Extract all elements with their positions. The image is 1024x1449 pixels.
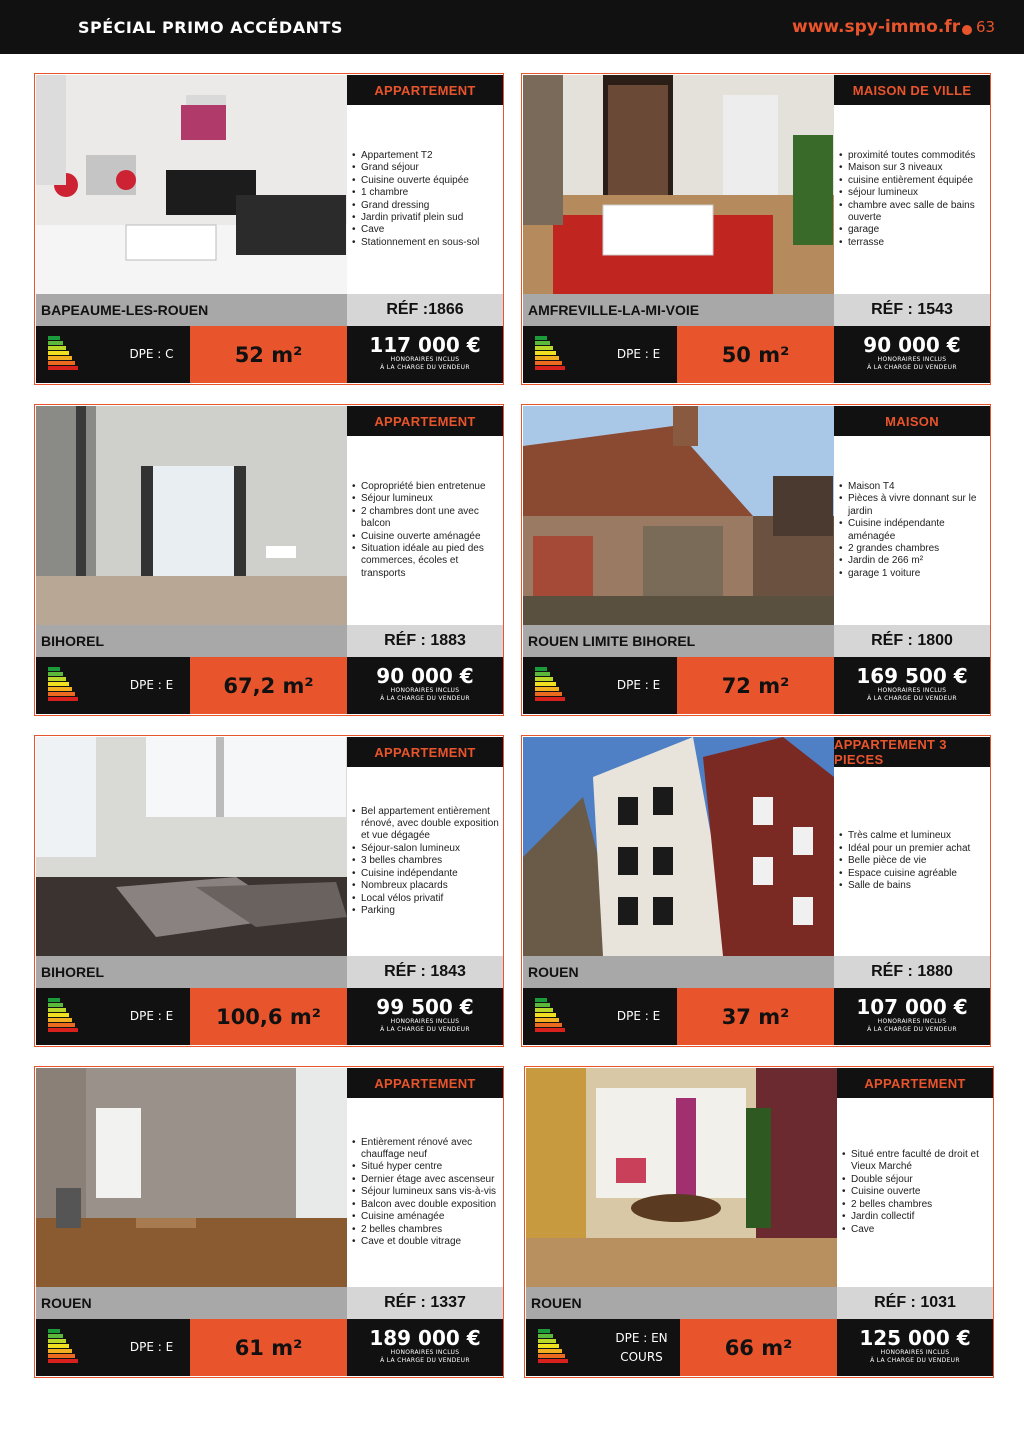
dpe-rating: DPE : E: [600, 657, 677, 714]
feature-item: • chambre avec salle de bains ouverte: [848, 200, 986, 225]
feature-item: • Cuisine indépendante: [361, 868, 499, 880]
listing-card[interactable]: [34, 73, 504, 385]
surface-area: 52 m²: [190, 326, 347, 383]
page-marker-dot: [962, 25, 972, 35]
feature-list: [834, 436, 990, 625]
property-type: APPARTEMENT: [347, 406, 503, 436]
location-bar: [36, 625, 347, 657]
price-box: [347, 326, 503, 383]
dpe-energy-label-icon: [48, 336, 82, 370]
feature-item: • Entièrement rénové avec chauffage neuf: [361, 1137, 499, 1162]
location: ROUEN LIMITE BIHOREL: [528, 633, 696, 649]
feature-item: • Cuisine ouverte équipée: [361, 175, 479, 187]
dpe-rating: DPE : EN COURS: [603, 1319, 680, 1376]
reference: RÉF : 1800: [834, 625, 990, 657]
fees-payer-note: À LA CHARGE DU VENDEUR: [380, 695, 470, 702]
feature-item: • Séjour lumineux: [361, 493, 499, 505]
dpe-icon-box: [36, 1319, 113, 1376]
feature-item: • Séjour lumineux sans vis-à-vis: [361, 1186, 499, 1198]
location: ROUEN: [528, 964, 579, 980]
property-type: MAISON: [834, 406, 990, 436]
living-room-photo[interactable]: [523, 75, 834, 294]
fees-payer-note: À LA CHARGE DU VENDEUR: [380, 364, 470, 371]
location-bar: [36, 956, 347, 988]
section-title: SPÉCIAL PRIMO ACCÉDANTS: [78, 18, 343, 37]
feature-item: • Appartement T2: [361, 150, 479, 162]
dpe-energy-label-icon: [535, 336, 569, 370]
feature-item: • Cave: [361, 224, 479, 236]
feature-item: • Stationnement en sous-sol: [361, 237, 479, 249]
feature-item: • Jardin collectif: [851, 1211, 989, 1223]
fees-included-note: HONORAIRES INCLUS: [880, 1349, 950, 1356]
feature-item: • Cave et double vitrage: [361, 1236, 499, 1248]
feature-item: • Cuisine ouverte aménagée: [361, 531, 499, 543]
surface-area: 67,2 m²: [190, 657, 347, 714]
dpe-energy-label-icon: [48, 998, 82, 1032]
fees-payer-note: À LA CHARGE DU VENDEUR: [380, 1026, 470, 1033]
fees-included-note: HONORAIRES INCLUS: [877, 356, 947, 363]
living-room-photo[interactable]: [36, 75, 347, 294]
location: AMFREVILLE-LA-MI-VOIE: [528, 302, 700, 318]
fees-included-note: HONORAIRES INCLUS: [877, 1018, 947, 1025]
dpe-rating: DPE : E: [113, 657, 190, 714]
price-box: [347, 1319, 503, 1376]
location-bar: [523, 625, 834, 657]
feature-item: • Espace cuisine agréable: [848, 868, 970, 880]
reference: RÉF : 1883: [347, 625, 503, 657]
property-type: APPARTEMENT: [347, 75, 503, 105]
listing-card[interactable]: [34, 1066, 504, 1378]
dpe-icon-box: [36, 988, 113, 1045]
feature-item: • Maison sur 3 niveaux: [848, 162, 986, 174]
feature-list: [347, 767, 503, 956]
feature-item: • Dernier étage avec ascenseur: [361, 1174, 499, 1186]
property-type: APPARTEMENT: [347, 1068, 503, 1098]
price-box: [347, 657, 503, 714]
feature-item: • Salle de bains: [848, 880, 970, 892]
feature-item: • garage 1 voiture: [848, 568, 986, 580]
dpe-energy-label-icon: [535, 998, 569, 1032]
feature-item: • Idéal pour un premier achat: [848, 843, 970, 855]
feature-item: • Cuisine indépendante aménagée: [848, 518, 986, 543]
listing-card[interactable]: [34, 735, 504, 1047]
half-timbered-facades-photo[interactable]: [523, 737, 834, 956]
location: ROUEN: [41, 1295, 92, 1311]
dpe-rating: DPE : C: [113, 326, 190, 383]
property-type: APPARTEMENT 3 PIECES: [834, 737, 990, 767]
feature-list: [834, 767, 990, 956]
feature-item: • Séjour-salon lumineux: [361, 843, 499, 855]
dpe-energy-label-icon: [48, 667, 82, 701]
feature-list: [347, 105, 503, 294]
feature-list: [834, 105, 990, 294]
surface-area: 61 m²: [190, 1319, 347, 1376]
feature-item: • Pièces à vivre donnant sur le jardin: [848, 493, 986, 518]
feature-list: [347, 436, 503, 625]
surface-area: 66 m²: [680, 1319, 837, 1376]
feature-item: • 2 belles chambres: [851, 1199, 989, 1211]
feature-item: • séjour lumineux: [848, 187, 986, 199]
feature-item: • Jardin privatif plein sud: [361, 212, 479, 224]
fees-payer-note: À LA CHARGE DU VENDEUR: [867, 1026, 957, 1033]
feature-item: • Grand séjour: [361, 162, 479, 174]
dpe-icon-box: [523, 326, 600, 383]
reference: RÉF : 1880: [834, 956, 990, 988]
feature-item: • 1 chambre: [361, 187, 479, 199]
feature-item: • Situé entre faculté de droit et Vieux Marché: [851, 1149, 989, 1174]
feature-item: • Situé hyper centre: [361, 1161, 499, 1173]
location: BAPEAUME-LES-ROUEN: [41, 302, 209, 318]
price: 107 000 €: [856, 995, 968, 1019]
price-box: [834, 657, 990, 714]
location-bar: [36, 1287, 347, 1319]
listing-card[interactable]: [521, 735, 991, 1047]
price-box: [834, 326, 990, 383]
feature-item: • Belle pièce de vie: [848, 855, 970, 867]
dpe-icon-box: [36, 326, 113, 383]
feature-item: • Parking: [361, 905, 499, 917]
listing-card[interactable]: [521, 73, 991, 385]
price: 90 000 €: [863, 333, 961, 357]
fees-payer-note: À LA CHARGE DU VENDEUR: [380, 1357, 470, 1364]
feature-item: • Nombreux placards: [361, 880, 499, 892]
feature-item: • Situation idéale au pied des commerces, écoles et transports: [361, 543, 499, 580]
dpe-energy-label-icon: [538, 1329, 572, 1363]
reference: RÉF : 1031: [837, 1287, 993, 1319]
dpe-rating: DPE : E: [113, 988, 190, 1045]
price-box: [347, 988, 503, 1045]
listing-card[interactable]: [521, 404, 991, 716]
fees-included-note: HONORAIRES INCLUS: [390, 1349, 460, 1356]
location: ROUEN: [531, 1295, 582, 1311]
empty-room-photo[interactable]: [36, 1068, 347, 1287]
property-type: APPARTEMENT: [347, 737, 503, 767]
price: 99 500 €: [376, 995, 474, 1019]
feature-item: • Balcon avec double exposition: [361, 1199, 499, 1211]
location-bar: [523, 294, 834, 326]
brick-house-photo[interactable]: [523, 406, 834, 625]
dpe-icon-box: [36, 657, 113, 714]
feature-item: • Cave: [851, 1224, 989, 1236]
feature-item: • Double séjour: [851, 1174, 989, 1186]
feature-item: • 2 belles chambres: [361, 1224, 499, 1236]
location: BIHOREL: [41, 633, 104, 649]
listing-card[interactable]: [34, 404, 504, 716]
feature-item: • cuisine entièrement équipée: [848, 175, 986, 187]
location-bar: [526, 1287, 837, 1319]
price-box: [837, 1319, 993, 1376]
price: 125 000 €: [859, 1326, 971, 1350]
dpe-rating: DPE : E: [113, 1319, 190, 1376]
feature-item: • Cuisine aménagée: [361, 1211, 499, 1223]
empty-living-room-photo[interactable]: [36, 406, 347, 625]
dpe-rating: DPE : E: [600, 988, 677, 1045]
feature-item: • Jardin de 266 m²: [848, 555, 986, 567]
dpe-rating: DPE : E: [600, 326, 677, 383]
fees-included-note: HONORAIRES INCLUS: [877, 687, 947, 694]
fees-payer-note: À LA CHARGE DU VENDEUR: [867, 364, 957, 371]
dpe-energy-label-icon: [535, 667, 569, 701]
feature-item: • terrasse: [848, 237, 986, 249]
surface-area: 37 m²: [677, 988, 834, 1045]
dpe-icon-box: [523, 988, 600, 1045]
surface-area: 100,6 m²: [190, 988, 347, 1045]
feature-item: • Cuisine ouverte: [851, 1186, 989, 1198]
location-bar: [36, 294, 347, 326]
feature-item: • garage: [848, 224, 986, 236]
price: 169 500 €: [856, 664, 968, 688]
feature-item: • 2 grandes chambres: [848, 543, 986, 555]
feature-item: • Bel appartement entièrement rénové, avec double exposition et vue dégagée: [361, 806, 499, 843]
price: 117 000 €: [369, 333, 481, 357]
feature-list: [347, 1098, 503, 1287]
location-bar: [523, 956, 834, 988]
feature-item: • Maison T4: [848, 481, 986, 493]
fees-payer-note: À LA CHARGE DU VENDEUR: [867, 695, 957, 702]
dpe-energy-label-icon: [48, 1329, 82, 1363]
site-url[interactable]: www.spy-immo.fr: [792, 17, 961, 37]
feature-list: [837, 1098, 993, 1287]
property-type: MAISON DE VILLE: [834, 75, 990, 105]
surface-area: 72 m²: [677, 657, 834, 714]
property-type: APPARTEMENT: [837, 1068, 993, 1098]
feature-item: • 3 belles chambres: [361, 855, 499, 867]
location: BIHOREL: [41, 964, 104, 980]
fees-payer-note: À LA CHARGE DU VENDEUR: [870, 1357, 960, 1364]
fees-included-note: HONORAIRES INCLUS: [390, 1018, 460, 1025]
feature-item: • Très calme et lumineux: [848, 830, 970, 842]
page-header: [0, 0, 1024, 54]
page-number: 63: [976, 18, 996, 36]
reference: RÉF :1866: [347, 294, 503, 326]
feature-item: • Local vélos privatif: [361, 893, 499, 905]
reference: RÉF : 1843: [347, 956, 503, 988]
reference: RÉF : 1543: [834, 294, 990, 326]
price-box: [834, 988, 990, 1045]
feature-item: • proximité toutes commodités: [848, 150, 986, 162]
fees-included-note: HONORAIRES INCLUS: [390, 687, 460, 694]
empty-room-photo[interactable]: [36, 737, 347, 956]
feature-item: • Grand dressing: [361, 200, 479, 212]
dpe-icon-box: [526, 1319, 603, 1376]
price: 90 000 €: [376, 664, 474, 688]
surface-area: 50 m²: [677, 326, 834, 383]
fees-included-note: HONORAIRES INCLUS: [390, 356, 460, 363]
reference: RÉF : 1337: [347, 1287, 503, 1319]
dpe-icon-box: [523, 657, 600, 714]
listing-card[interactable]: [524, 1066, 994, 1378]
feature-item: • Copropriété bien entretenue: [361, 481, 499, 493]
dining-room-photo[interactable]: [526, 1068, 837, 1287]
price: 189 000 €: [369, 1326, 481, 1350]
feature-item: • 2 chambres dont une avec balcon: [361, 506, 499, 531]
